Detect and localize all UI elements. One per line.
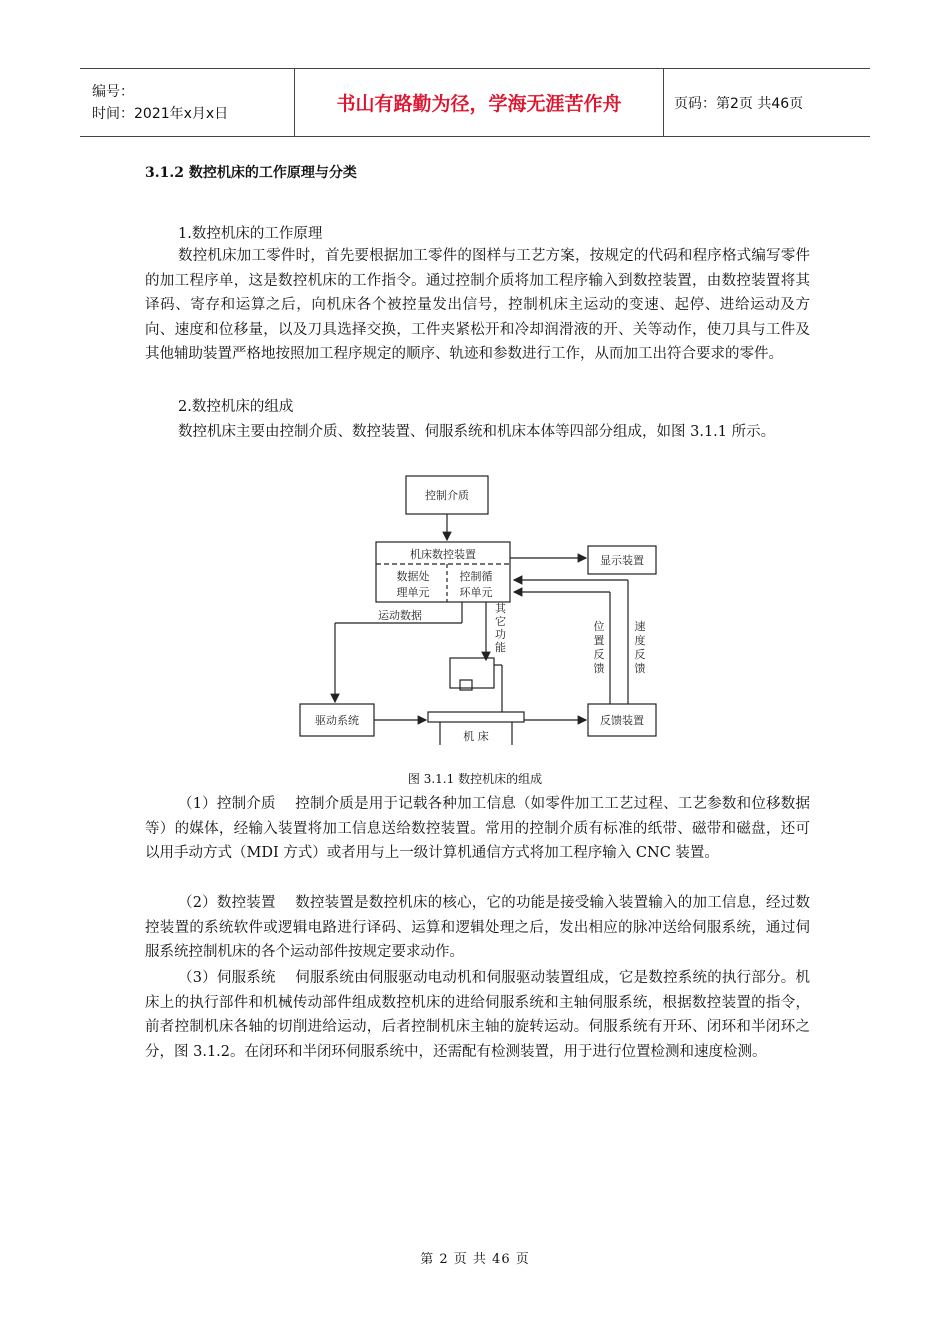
subheading-composition: 2.数控机床的组成 bbox=[178, 399, 294, 415]
label-loop-unit-1: 控制循 bbox=[459, 570, 493, 583]
label-data-unit-2: 理单元 bbox=[396, 586, 430, 599]
paragraph-composition: 数控机床主要由控制介质、数控装置、伺服系统和机床本体等四部分组成，如图 3.1.1 所示。 bbox=[178, 424, 776, 440]
machine-table bbox=[428, 712, 524, 722]
header-motto-cell bbox=[294, 69, 664, 136]
label-cnc-device: 机床数控装置 bbox=[410, 548, 476, 561]
paragraph-cnc-device: （2）数控装置 数控装置是数控机床的核心，它的功能是接受输入装置输入的加工信息，经过数控装置的系统软件或逻辑电路进行译码、运算和逻辑处理之后，发出相应的脉冲送给伺服系统，通过伺服系统控制机床的各个运动部件按规定要求动作。 bbox=[145, 895, 810, 960]
label-machine: 机 床 bbox=[463, 730, 489, 743]
label-pos-fb-3: 反 bbox=[593, 648, 605, 661]
label-spd-fb-2: 度 bbox=[634, 634, 646, 647]
header-table bbox=[80, 68, 870, 137]
label-spd-fb-1: 速 bbox=[634, 620, 646, 633]
paragraph-control-media: （1）控制介质 控制介质是用于记载各种加工信息（如零件加工工艺过程、工艺参数和位移数据等）的媒体，经输入装置将加工信息送给数控装置。常用的控制介质有标准的纸带、磁带和磁盘，还可以用手动方式（MDI 方式）或者用与上一级计算机通信方式将加工程序输入 CNC 装置。 bbox=[145, 796, 810, 861]
label-pos-fb-4: 馈 bbox=[593, 662, 605, 675]
section-title: 3.1.2 数控机床的工作原理与分类 bbox=[145, 165, 357, 181]
label-other-1: 其 bbox=[495, 602, 506, 615]
label-display: 显示装置 bbox=[600, 554, 644, 567]
page-footer: 第 2 页 共 46 页 bbox=[420, 1252, 530, 1267]
label-drive: 驱动系统 bbox=[315, 714, 359, 727]
label-other-2: 它 bbox=[495, 615, 506, 628]
label-pos-fb-2: 置 bbox=[593, 634, 605, 647]
label-other-3: 功 bbox=[495, 628, 506, 641]
time-label: 时间：2021年x月x日 bbox=[92, 105, 229, 122]
cnc-composition-diagram bbox=[290, 470, 670, 750]
label-motion-data: 运动数据 bbox=[378, 609, 422, 622]
header-right-cell bbox=[664, 69, 870, 136]
number-label: 编号： bbox=[92, 83, 134, 100]
label-loop-unit-2: 环单元 bbox=[459, 586, 493, 599]
figure-caption: 图 3.1.1 数控机床的组成 bbox=[407, 772, 543, 786]
label-pos-fb-1: 位 bbox=[593, 620, 605, 633]
label-other-4: 能 bbox=[495, 641, 506, 654]
page-label: 页码：第2页 共46页 bbox=[674, 95, 804, 112]
label-spd-fb-4: 馈 bbox=[634, 662, 646, 675]
header-left-cell bbox=[80, 69, 294, 136]
paragraph-principle: 数控机床加工零件时，首先要根据加工零件的图样与工艺方案，按规定的代码和程序格式编写零件的加工程序单，这是数控机床的工作指令。通过控制介质将加工程序输入到数控装置，由数控装置将其译码、寄存和运算之后，向机床各个被控量发出信号，控制机床主运动的变速、起停、进给运动及方向、速度和位移量，以及刀具选择交换，工件夹紧松开和冷却润滑液的开、关等动作，使刀具与工件及其他辅助装置严格地按照加工程序规定的顺序、轨迹和参数进行工作，从而加工出符合要求的零件。 bbox=[145, 248, 810, 362]
label-spd-fb-3: 反 bbox=[634, 648, 646, 661]
subheading-principle: 1.数控机床的工作原理 bbox=[178, 226, 323, 242]
label-feedback: 反馈装置 bbox=[600, 714, 644, 727]
motto: 书山有路勤为径，学海无涯苦作舟 bbox=[336, 93, 622, 115]
label-control-media: 控制介质 bbox=[425, 489, 469, 502]
label-data-unit-1: 数据处 bbox=[396, 570, 430, 583]
paragraph-servo-system: （3）伺服系统 伺服系统由伺服驱动电动机和伺服驱动装置组成，它是数控系统的执行部分。机床上的执行部件和机械传动部件组成数控机床的进给伺服系统和主轴伺服系统，根据数控装置的指令，前者控制机床各轴的切削进给运动，后者控制机床主轴的旋转运动。伺服系统有开环、闭环和半闭环之分，图 3.1.2。在闭环和半闭环伺服系统中，还需配有检测装置，用于进行位置检测和速度检测。 bbox=[145, 970, 810, 1060]
